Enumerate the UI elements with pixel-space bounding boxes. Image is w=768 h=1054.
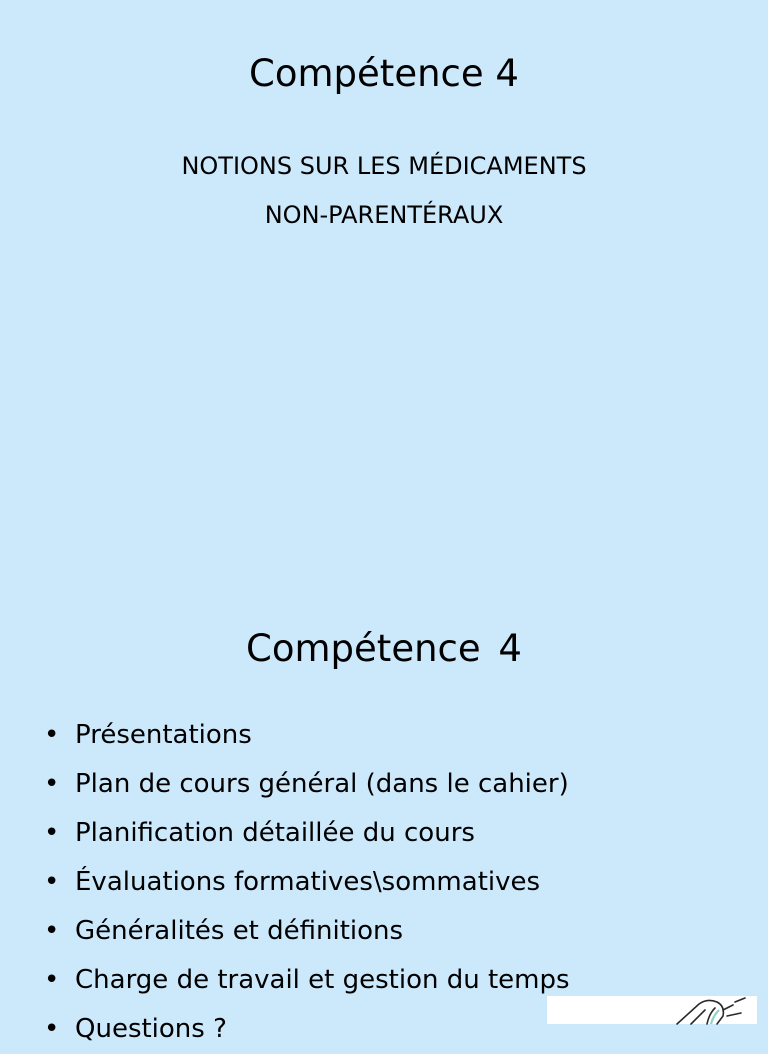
list-item-text: Évaluations formatives\sommatives <box>75 867 541 897</box>
slide-1-title: Compétence 4 <box>249 52 519 95</box>
list-item-text: Planification détaillée du cours <box>75 818 475 848</box>
corner-image <box>547 996 757 1024</box>
list-item-text: Plan de cours général (dans le cahier) <box>75 769 569 799</box>
bullet-icon: • <box>44 965 60 995</box>
list-item <box>44 760 570 809</box>
subtitle-line-1: NOTIONS SUR LES MÉDICAMENTS <box>181 152 587 180</box>
slide-1-subtitle <box>0 142 768 240</box>
list-item-text: Charge de travail et gestion du temps <box>75 965 570 995</box>
list-item-text: Généralités et définitions <box>75 916 404 946</box>
bullet-icon: • <box>44 769 60 799</box>
list-item-text: Questions ? <box>75 1014 227 1044</box>
bullet-list <box>44 711 570 1054</box>
pill-capsule-icon <box>547 996 757 1024</box>
bullet-icon: • <box>44 916 60 946</box>
slide-2-title: Compétence 4 <box>246 627 522 670</box>
bullet-icon: • <box>44 818 60 848</box>
bullet-icon: • <box>44 720 60 750</box>
list-item <box>44 907 570 956</box>
list-item <box>44 1005 570 1054</box>
bullet-icon: • <box>44 867 60 897</box>
subtitle-line-2: NON-PARENTÉRAUX <box>264 201 504 229</box>
list-item <box>44 956 570 1005</box>
list-item <box>44 858 570 907</box>
bullet-icon: • <box>44 1014 60 1044</box>
list-item <box>44 711 570 760</box>
list-item-text: Présentations <box>75 720 252 750</box>
list-item <box>44 809 570 858</box>
